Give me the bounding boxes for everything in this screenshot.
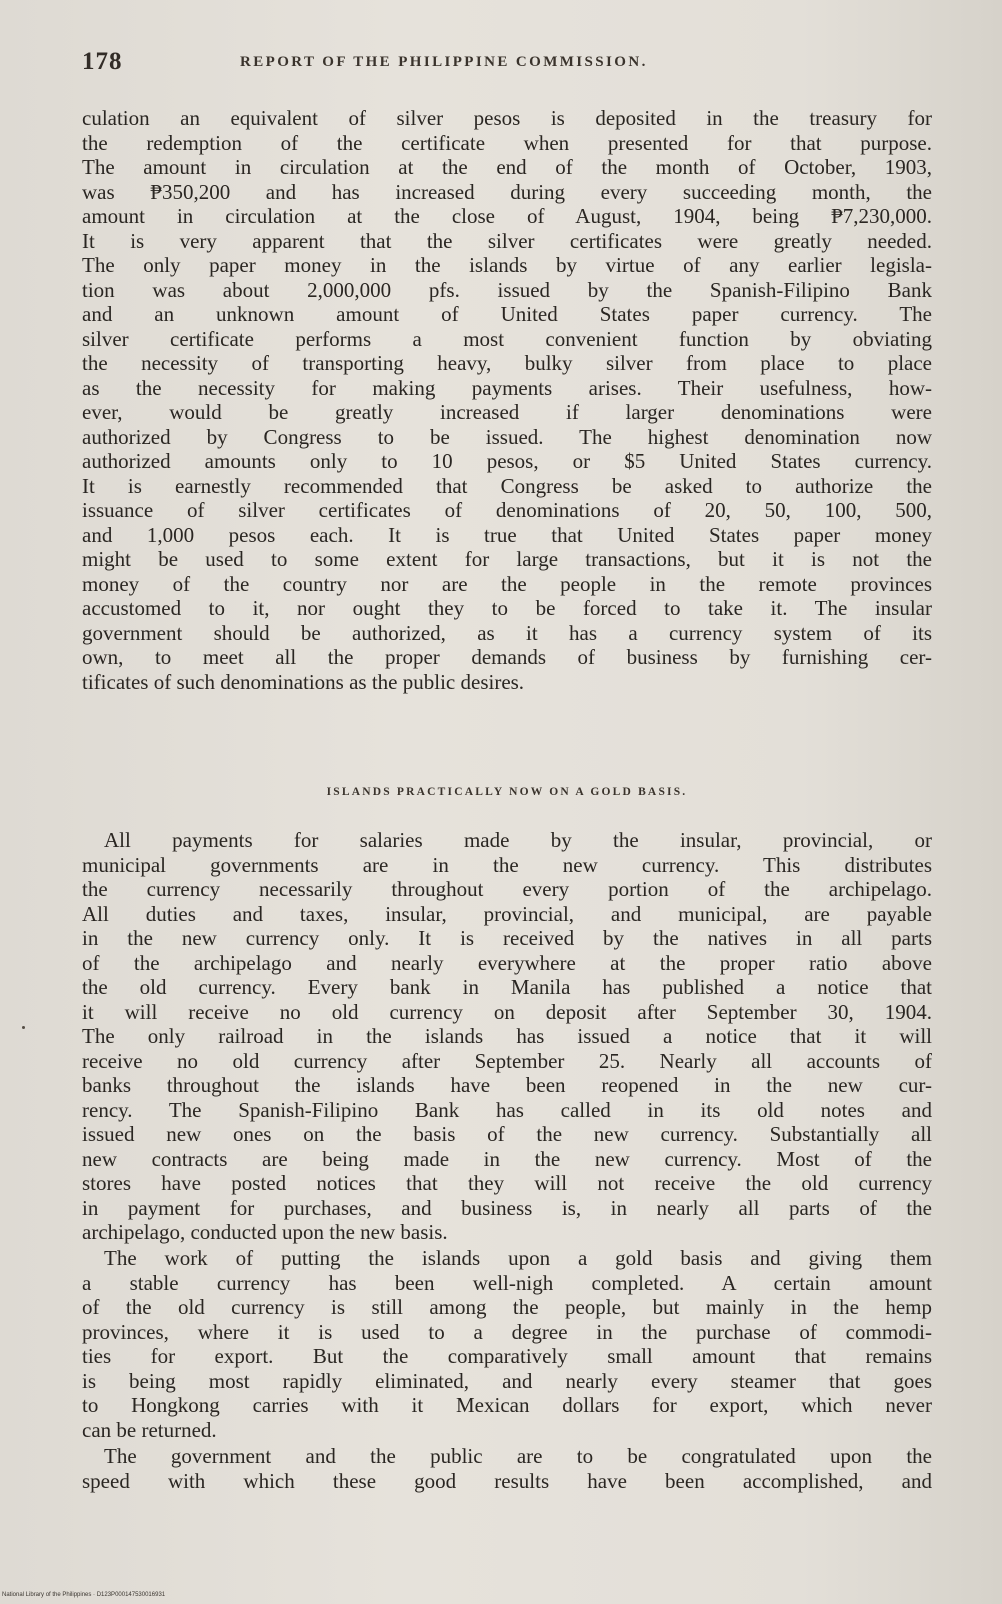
text-line: speed with which these good results have been accomplished, and [82,1468,932,1493]
section-heading: ISLANDS PRACTICALLY NOW ON A GOLD BASIS. [326,786,688,798]
scan-speck [22,1026,25,1029]
text-line: municipal governments are in the new currency. This distributes [82,852,932,877]
text-line: silver certificate performs a most convenient function by obviating [82,326,932,351]
text-line: tificates of such denominations as the public desires. [82,669,525,694]
text-line: All payments for salaries made by the insular, provincial, or [104,828,932,852]
text-line: own, to meet all the proper demands of business by furnishing cer- [82,645,932,669]
text-line: tion was about 2,000,000 pfs. issued by the Spanish-Filipino Bank [82,277,932,302]
text-line: government should be authorized, as it has a currency system of its [82,620,932,645]
text-line: and an unknown amount of United States paper currency. The [82,302,932,326]
text-line: It is earnestly recommended that Congress be asked to authorize the [82,473,932,498]
text-line: issued new ones on the basis of the new currency. Substantially all [82,1122,932,1146]
text-line: ever, would be greatly increased if larger denominations were [82,400,932,424]
text-line: the old currency. Every bank in Manila has published a notice that [82,975,932,999]
text-line: as the necessity for making payments arises. Their usefulness, how- [82,375,932,400]
text-line: The only paper money in the islands by virtue of any earlier legisla- [82,253,932,277]
paragraph-gold-basis [82,1246,932,1442]
text-line: it will receive no old currency on deposit after September 30, 1904. [82,999,932,1024]
text-line: in the new currency only. It is received by the natives in all parts [82,926,932,950]
page-number: 178 [82,48,123,75]
text-line: accustomed to it, nor ought they to be forced to take it. The insular [82,596,932,620]
text-line: rency. The Spanish-Filipino Bank has called in its old notes and [82,1097,932,1122]
text-line: authorized amounts only to 10 pesos, or $5 United States currency. [82,449,932,473]
text-line: in payment for purchases, and business is, in nearly all parts of the [82,1195,932,1220]
running-head: REPORT OF THE PHILIPPINE COMMISSION. [240,54,648,70]
text-line: The work of putting the islands upon a gold basis and giving them [104,1246,932,1270]
text-line: authorized by Congress to be issued. The highest denomination now [82,424,932,449]
paragraph-silver-certificates [82,106,932,694]
text-line: new contracts are being made in the new currency. Most of the [82,1146,932,1171]
text-line: of the archipelago and nearly everywhere at the proper ratio above [82,950,932,975]
text-line: of the old currency is still among the people, but mainly in the hemp [82,1295,932,1319]
text-line: culation an equivalent of silver pesos is deposited in the treasury for [82,106,932,130]
page-header [82,48,932,88]
text-line: money of the country nor are the people in the remote provinces [82,571,932,596]
scan-footer: National Library of the Philippines · D123P000147530016931 [2,1592,166,1598]
text-line: to Hongkong carries with it Mexican dollars for export, which never [82,1393,932,1417]
text-line: the necessity of transporting heavy, bulky silver from place to place [82,351,932,375]
text-line: the redemption of the certificate when presented for that purpose. [82,130,932,155]
text-line: is being most rapidly eliminated, and nearly every steamer that goes [82,1368,932,1393]
text-line: amount in circulation at the close of August, 1904, being ₱7,230,000. [82,204,932,228]
text-line: The amount in circulation at the end of the month of October, 1903, [82,155,932,179]
text-line: was ₱350,200 and has increased during every succeeding month, the [82,179,932,204]
paragraph-new-currency [82,828,932,1245]
text-line: issuance of silver certificates of denominations of 20, 50, 100, 500, [82,498,932,522]
text-line: a stable currency has been well-nigh completed. A certain amount [82,1270,932,1295]
text-line: The only railroad in the islands has issued a notice that it will [82,1024,932,1048]
text-line: The government and the public are to be congratulated upon the [104,1444,932,1468]
text-line: provinces, where it is used to a degree in the purchase of commodi- [82,1319,932,1344]
text-line: the currency necessarily throughout every portion of the archipelago. [82,877,932,901]
text-line: can be returned. [82,1417,217,1442]
text-line: All duties and taxes, insular, provincial, and municipal, are payable [82,901,932,926]
paragraph-congratulations [82,1444,932,1493]
text-line: archipelago, conducted upon the new basis. [82,1220,448,1244]
text-line: ties for export. But the comparatively small amount that remains [82,1344,932,1368]
text-line: receive no old currency after September 25. Nearly all accounts of [82,1048,932,1073]
text-line: stores have posted notices that they will not receive the old currency [82,1171,932,1195]
text-line: and 1,000 pesos each. It is true that United States paper money [82,522,932,547]
text-line: might be used to some extent for large transactions, but it is not the [82,547,932,571]
text-line: banks throughout the islands have been reopened in the new cur- [82,1073,932,1097]
text-line: It is very apparent that the silver certificates were greatly needed. [82,228,932,253]
